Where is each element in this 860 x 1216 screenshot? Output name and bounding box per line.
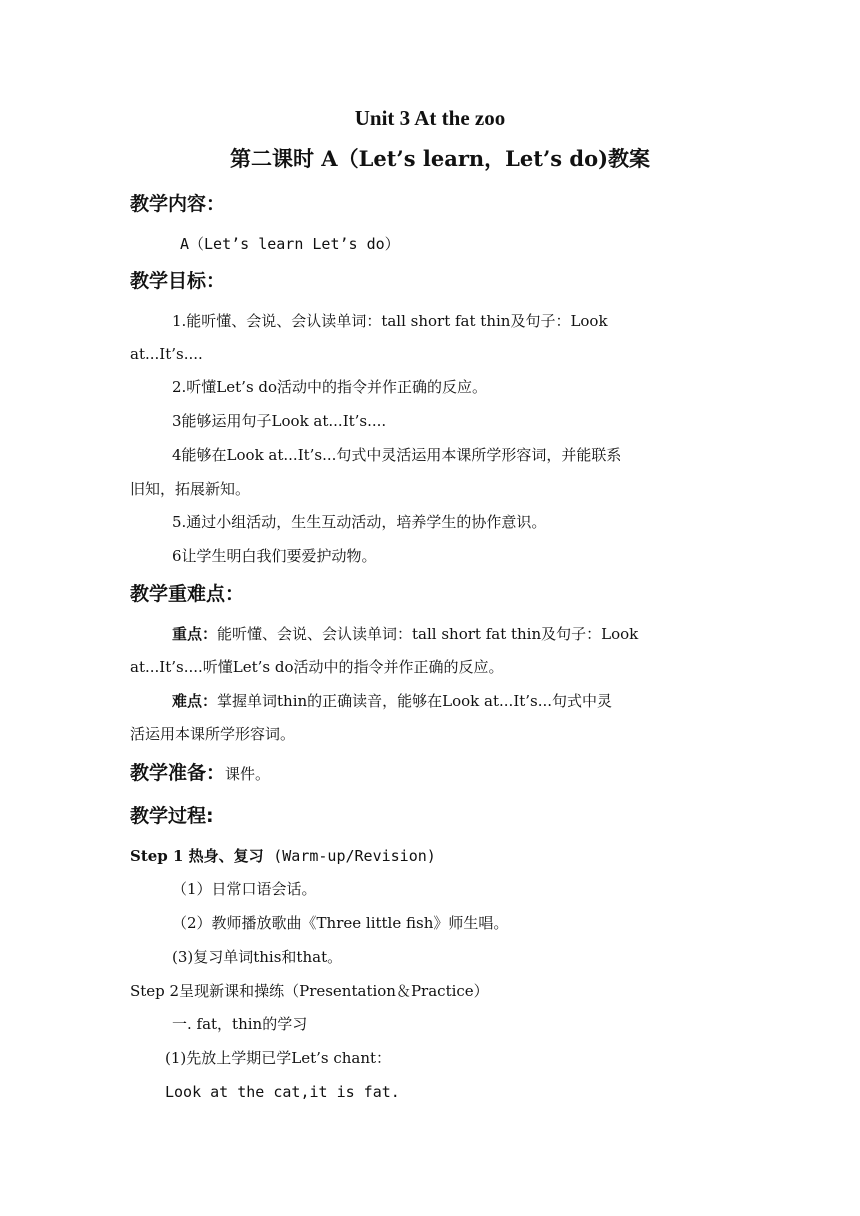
chant-line-1: Look at the cat,it is fat.	[165, 1083, 400, 1101]
key-point-text: 能听懂、会说、会认读单词：tall short fat thin及句子：Look	[217, 625, 639, 643]
preparation-text: 课件。	[225, 765, 271, 783]
step1-english: (Warm-up/Revision)	[273, 847, 436, 865]
step1-item-1: （1）日常口语会话。	[172, 880, 317, 898]
key-point-label: 重点：	[172, 625, 218, 643]
page-subtitle: 第二课时 A（Let’s learn，Let’s do)教案	[230, 146, 651, 171]
step2-item-1: (1)先放上学期已学Let’s chant：	[165, 1049, 392, 1067]
step2-line: Step 2呈现新课和操练（Presentation＆Practice）	[130, 982, 489, 1000]
objective-4a: 4能够在Look at...It’s...句式中灵活运用本课所学形容词，并能联系	[172, 446, 622, 464]
heading-process: 教学过程:	[130, 805, 214, 827]
step2-sub-1: 一. fat，thin的学习	[172, 1015, 308, 1033]
objective-6: 6让学生明白我们要爱护动物。	[172, 547, 377, 565]
difficulty-label: 难点：	[172, 692, 218, 710]
objective-5: 5.通过小组活动，生生互动活动，培养学生的协作意识。	[172, 513, 547, 531]
difficulty-text-b: 活运用本课所学形容词。	[130, 725, 296, 743]
objective-4b: 旧知，拓展新知。	[130, 480, 251, 498]
step1-label: Step 1 热身、复习	[130, 847, 264, 865]
key-point-text-b: at...It’s....听懂Let’s do活动中的指令并作正确的反应。	[130, 658, 504, 676]
difficulty-text: 掌握单词thin的正确读音，能够在Look at...It’s...句式中灵	[217, 692, 613, 710]
objective-3: 3能够运用句子Look at...It’s....	[172, 412, 387, 430]
objective-2: 2.听懂Let’s do活动中的指令并作正确的反应。	[172, 378, 488, 396]
heading-content: 教学内容：	[130, 193, 226, 215]
preparation-line	[130, 764, 270, 783]
objective-1b: at...It’s....	[130, 345, 203, 363]
step1-item-2: （2）教师播放歌曲《Three little fish》师生唱。	[172, 914, 509, 932]
heading-preparation: 教学准备：	[130, 762, 226, 784]
difficulty-line	[172, 694, 612, 709]
heading-keypoints: 教学重难点：	[130, 583, 245, 605]
step1-item-3: (3)复习单词this和that。	[172, 948, 343, 966]
objective-1a: 1.能听懂、会说、会认读单词：tall short fat thin及句子：Look	[172, 312, 608, 330]
page-title: Unit 3 At the zoo	[354, 106, 506, 130]
content-text: A（Let’s learn Let’s do）	[180, 235, 400, 253]
key-point-line	[172, 627, 638, 642]
heading-objectives: 教学目标：	[130, 270, 226, 292]
step1-line	[130, 849, 436, 864]
